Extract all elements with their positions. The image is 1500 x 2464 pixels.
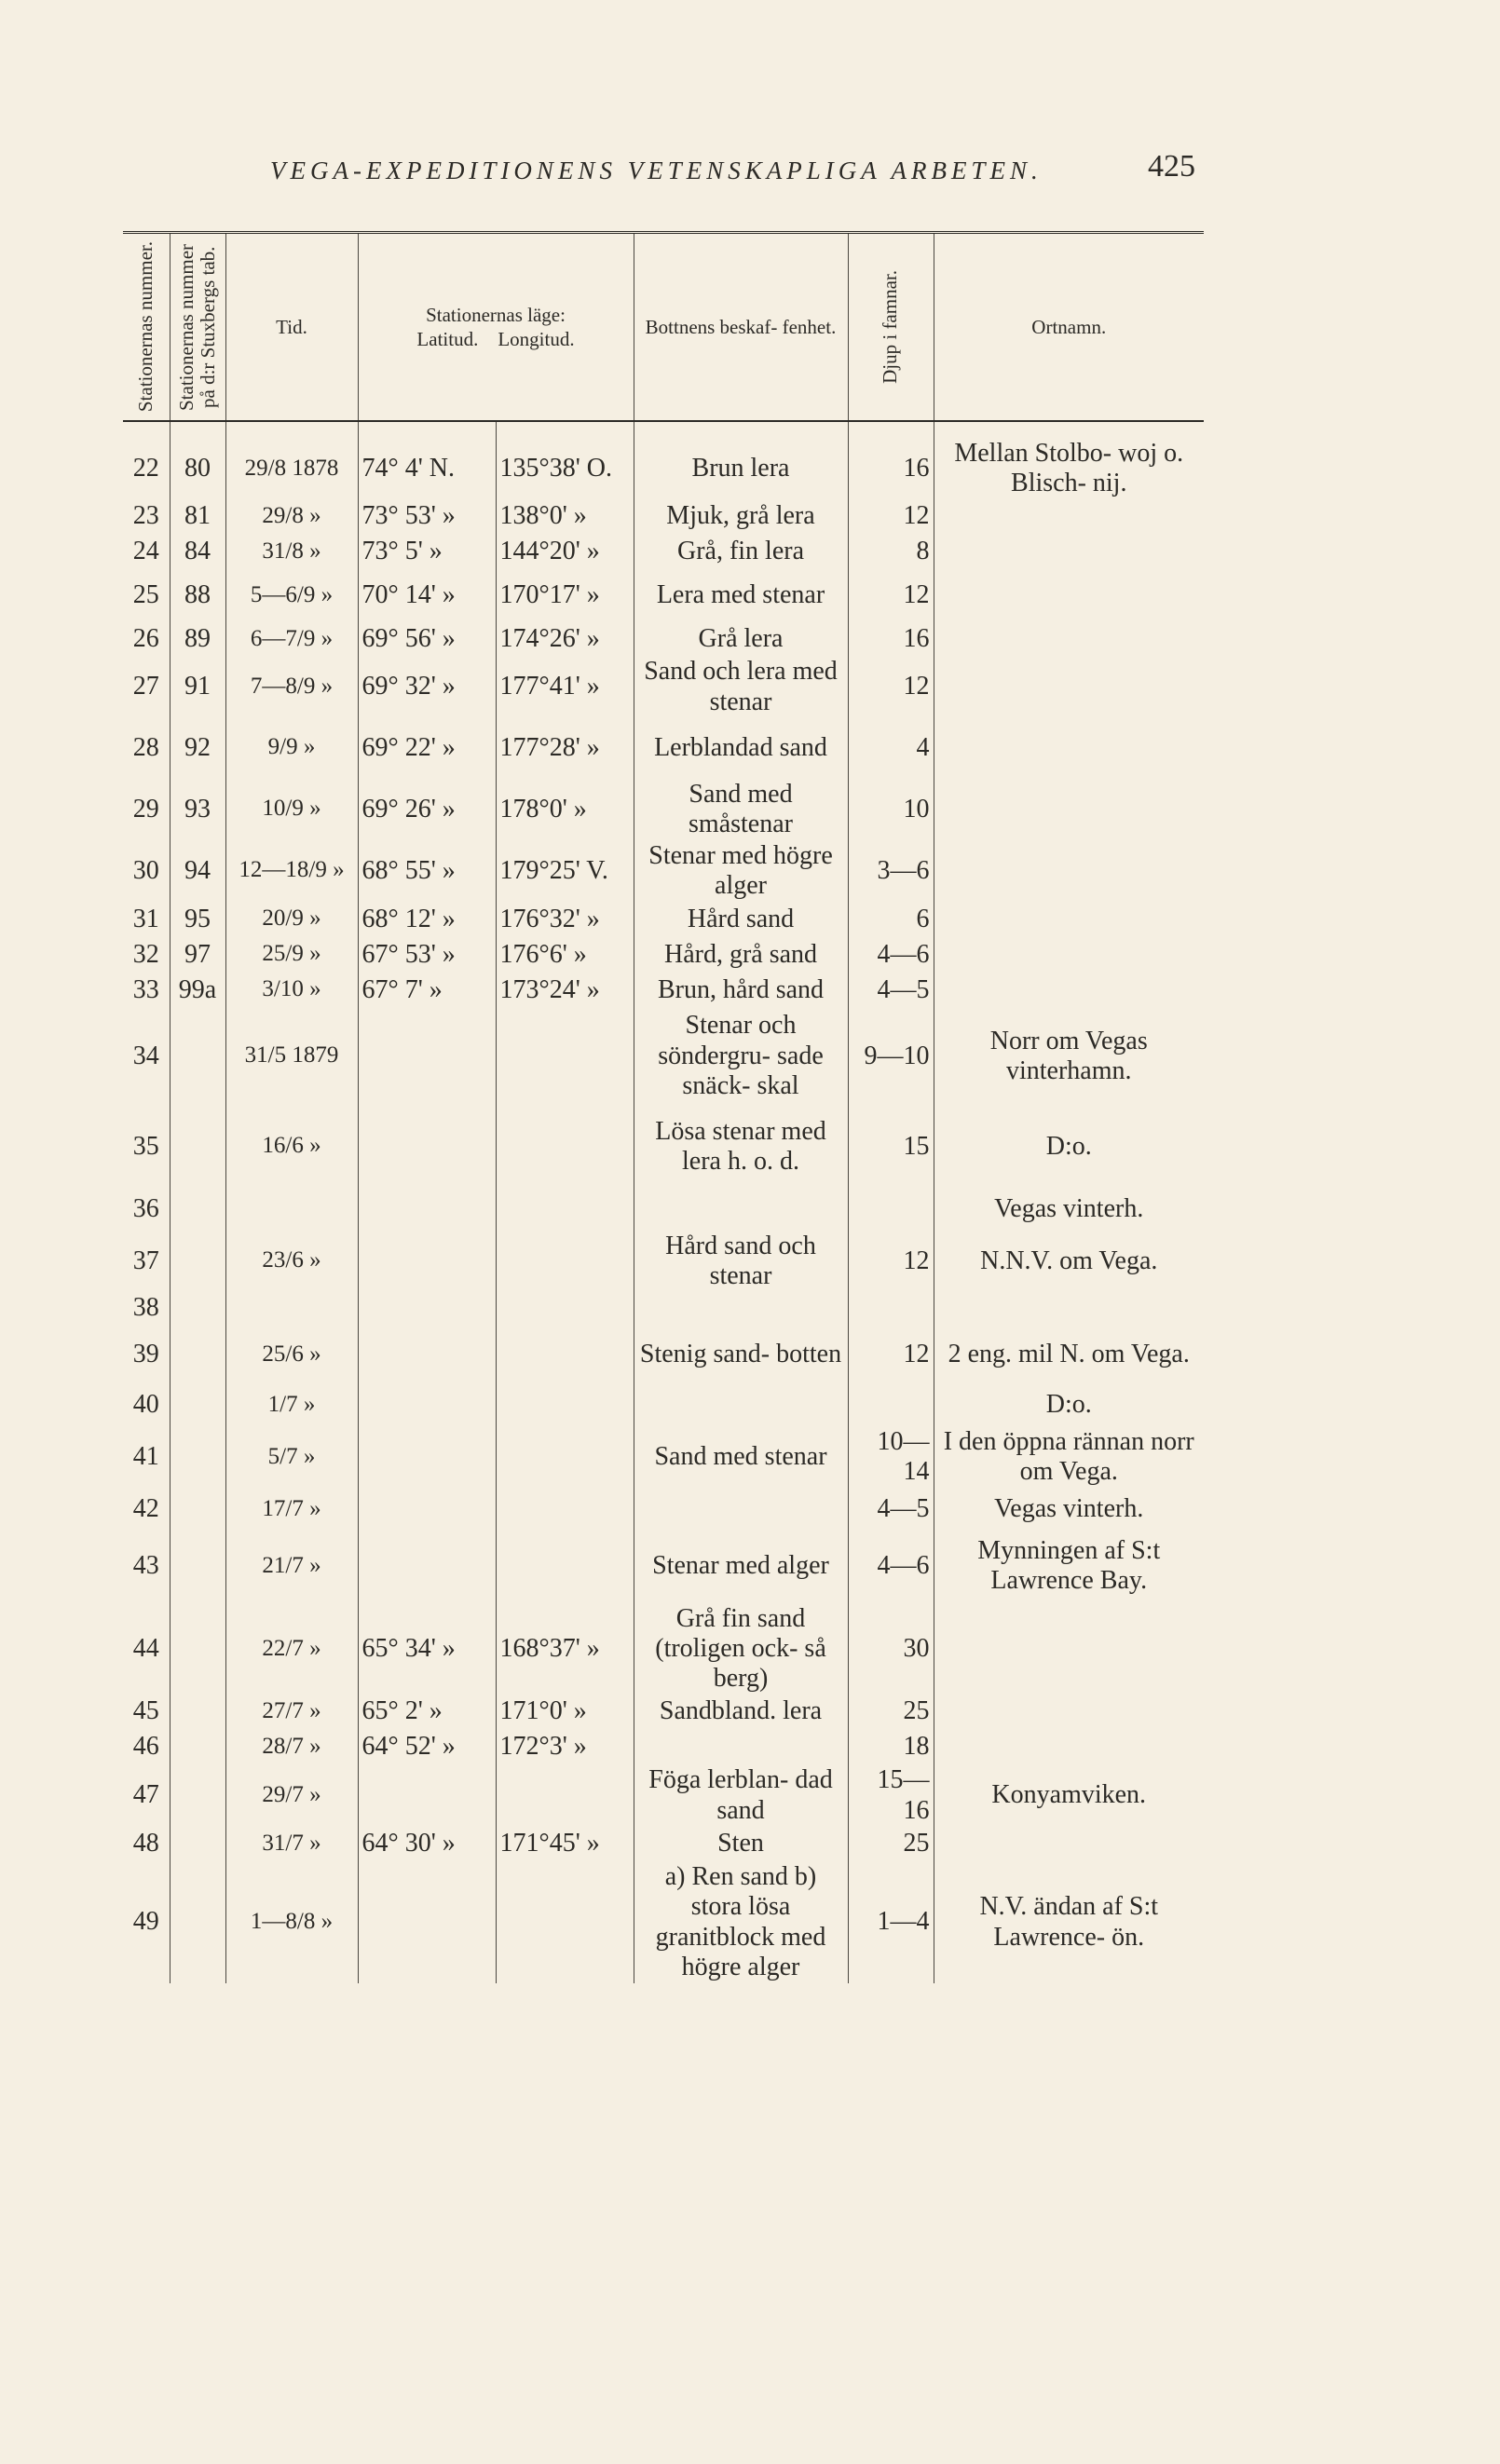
longitude-cell bbox=[496, 1765, 634, 1827]
stuxberg-nr-cell bbox=[170, 1386, 225, 1423]
time-cell: 3/10 » bbox=[225, 973, 358, 1008]
bottom-cell: Hård, grå sand bbox=[634, 937, 848, 973]
latitude-cell: 64° 52' » bbox=[358, 1730, 496, 1765]
table-row bbox=[123, 534, 1204, 569]
col-station-nr: Stationernas nummer. bbox=[123, 233, 170, 422]
station-nr-cell: 49 bbox=[132, 1907, 159, 1937]
place-cell: Norr om Vegas vinterhamn. bbox=[934, 1008, 1204, 1105]
station-nr-cell: 28 bbox=[132, 732, 159, 762]
bottom-cell: Sten bbox=[634, 1827, 848, 1862]
station-nr-cell: 32 bbox=[132, 939, 159, 969]
stuxberg-nr-cell: 97 bbox=[170, 937, 225, 973]
table-row bbox=[123, 1695, 1204, 1730]
time-cell: 17/7 » bbox=[225, 1491, 358, 1528]
bottom-cell: Sand med stenar bbox=[634, 1423, 848, 1491]
depth-cell: 10—14 bbox=[848, 1423, 934, 1491]
longitude-cell bbox=[496, 1293, 634, 1323]
table-row bbox=[123, 1827, 1204, 1862]
longitude-cell bbox=[496, 1862, 634, 1983]
depth-cell bbox=[848, 1386, 934, 1423]
depth-cell: 1—4 bbox=[848, 1862, 934, 1983]
place-cell bbox=[934, 717, 1204, 779]
station-nr-cell: 39 bbox=[132, 1339, 159, 1368]
latitude-cell bbox=[358, 1105, 496, 1189]
bottom-cell: Lera med stenar bbox=[634, 569, 848, 621]
bottom-cell: Stenar och söndergru- sade snäck- skal bbox=[634, 1008, 848, 1105]
station-nr-cell: 41 bbox=[132, 1441, 159, 1471]
longitude-cell: 173°24' » bbox=[496, 973, 634, 1008]
longitude-cell bbox=[496, 1105, 634, 1189]
place-cell: D:o. bbox=[934, 1386, 1204, 1423]
place-cell: Konyamviken. bbox=[934, 1765, 1204, 1827]
station-nr-cell: 24 bbox=[132, 537, 159, 566]
bottom-cell: a) Ren sand b) stora lösa granitblock med högre alger bbox=[634, 1862, 848, 1983]
table-row bbox=[123, 1491, 1204, 1528]
depth-cell: 12 bbox=[848, 657, 934, 716]
station-nr-cell: 40 bbox=[132, 1389, 159, 1419]
place-cell bbox=[934, 498, 1204, 534]
table-row bbox=[123, 1423, 1204, 1491]
place-cell: N.N.V. om Vega. bbox=[934, 1230, 1204, 1293]
stuxberg-nr-cell bbox=[170, 1323, 225, 1386]
table-row bbox=[123, 1293, 1204, 1323]
bottom-cell bbox=[634, 1730, 848, 1765]
longitude-cell: 171°0' » bbox=[496, 1695, 634, 1730]
time-cell: 25/9 » bbox=[225, 937, 358, 973]
station-nr-cell: 44 bbox=[132, 1634, 159, 1664]
bottom-cell bbox=[634, 1293, 848, 1323]
station-nr-cell: 25 bbox=[132, 580, 159, 610]
time-cell: 28/7 » bbox=[225, 1730, 358, 1765]
place-cell: Vegas vinterh. bbox=[934, 1189, 1204, 1230]
latitude-cell: 67° 7' » bbox=[358, 973, 496, 1008]
col-stuxberg-nr: Stationernas nummer på d:r Stuxbergs tab. bbox=[170, 233, 225, 422]
place-cell bbox=[934, 779, 1204, 840]
place-cell: D:o. bbox=[934, 1105, 1204, 1189]
station-nr-cell: 43 bbox=[132, 1550, 159, 1580]
longitude-cell: 135°38' O. bbox=[496, 421, 634, 498]
depth-cell: 4 bbox=[848, 717, 934, 779]
depth-cell: 4—5 bbox=[848, 973, 934, 1008]
depth-cell: 4—6 bbox=[848, 937, 934, 973]
latitude-cell bbox=[358, 1230, 496, 1293]
table-row bbox=[123, 421, 1204, 498]
time-cell: 9/9 » bbox=[225, 717, 358, 779]
table-row bbox=[123, 840, 1204, 902]
longitude-cell bbox=[496, 1008, 634, 1105]
longitude-cell: 177°41' » bbox=[496, 657, 634, 716]
depth-cell: 4—5 bbox=[848, 1491, 934, 1528]
station-nr-cell: 27 bbox=[132, 672, 159, 701]
time-cell: 5—6/9 » bbox=[225, 569, 358, 621]
latitude-cell: 64° 30' » bbox=[358, 1827, 496, 1862]
table-row bbox=[123, 1604, 1204, 1695]
latitude-cell: 65° 34' » bbox=[358, 1604, 496, 1695]
bottom-cell: Sand och lera med stenar bbox=[634, 657, 848, 716]
station-nr-cell: 26 bbox=[132, 624, 159, 654]
depth-cell bbox=[848, 1189, 934, 1230]
stuxberg-nr-cell bbox=[170, 1862, 225, 1983]
table-row bbox=[123, 1528, 1204, 1604]
depth-cell: 12 bbox=[848, 1323, 934, 1386]
bottom-cell: Grå lera bbox=[634, 621, 848, 657]
bottom-cell: Lerblandad sand bbox=[634, 717, 848, 779]
place-cell: Mellan Stolbo- woj o. Blisch- nij. bbox=[934, 421, 1204, 498]
depth-cell: 16 bbox=[848, 421, 934, 498]
time-cell: 25/6 » bbox=[225, 1323, 358, 1386]
table-row bbox=[123, 498, 1204, 534]
stuxberg-nr-cell: 89 bbox=[170, 621, 225, 657]
latitude-cell: 69° 26' » bbox=[358, 779, 496, 840]
stuxberg-nr-cell: 80 bbox=[170, 421, 225, 498]
time-cell: 29/8 1878 bbox=[225, 421, 358, 498]
table-row bbox=[123, 717, 1204, 779]
latitude-cell: 70° 14' » bbox=[358, 569, 496, 621]
place-cell: 2 eng. mil N. om Vega. bbox=[934, 1323, 1204, 1386]
station-nr-cell: 30 bbox=[132, 855, 159, 885]
time-cell: 5/7 » bbox=[225, 1423, 358, 1491]
col-time: Tid. bbox=[225, 233, 358, 422]
place-cell bbox=[934, 1604, 1204, 1695]
place-cell bbox=[934, 902, 1204, 937]
station-nr-cell: 35 bbox=[132, 1131, 159, 1161]
col-place: Ortnamn. bbox=[934, 233, 1204, 422]
latitude-cell: 68° 55' » bbox=[358, 840, 496, 902]
time-cell: 10/9 » bbox=[225, 779, 358, 840]
stuxberg-nr-cell bbox=[170, 1189, 225, 1230]
bottom-cell: Mjuk, grå lera bbox=[634, 498, 848, 534]
place-cell: Mynningen af S:t Lawrence Bay. bbox=[934, 1528, 1204, 1604]
place-cell bbox=[934, 657, 1204, 716]
depth-cell: 15 bbox=[848, 1105, 934, 1189]
depth-cell: 15—16 bbox=[848, 1765, 934, 1827]
station-nr-cell: 45 bbox=[132, 1696, 159, 1726]
bottom-cell: Stenar med alger bbox=[634, 1528, 848, 1604]
station-nr-cell: 38 bbox=[132, 1292, 159, 1322]
longitude-cell bbox=[496, 1189, 634, 1230]
stuxberg-nr-cell bbox=[170, 1293, 225, 1323]
latitude-cell: 74° 4' N. bbox=[358, 421, 496, 498]
bottom-cell: Hård sand bbox=[634, 902, 848, 937]
bottom-cell bbox=[634, 1491, 848, 1528]
bottom-cell bbox=[634, 1189, 848, 1230]
time-cell: 1—8/8 » bbox=[225, 1862, 358, 1983]
latitude-cell bbox=[358, 1765, 496, 1827]
time-cell: 12—18/9 » bbox=[225, 840, 358, 902]
longitude-cell: 170°17' » bbox=[496, 569, 634, 621]
longitude-cell: 179°25' V. bbox=[496, 840, 634, 902]
longitude-cell bbox=[496, 1528, 634, 1604]
stuxberg-nr-cell: 92 bbox=[170, 717, 225, 779]
time-cell: 27/7 » bbox=[225, 1695, 358, 1730]
table-row bbox=[123, 621, 1204, 657]
stuxberg-nr-cell bbox=[170, 1008, 225, 1105]
time-cell: 1/7 » bbox=[225, 1386, 358, 1423]
col-depth: Djup i famnar. bbox=[848, 233, 934, 422]
latitude-cell bbox=[358, 1008, 496, 1105]
bottom-cell bbox=[634, 1386, 848, 1423]
place-cell bbox=[934, 569, 1204, 621]
depth-cell: 10 bbox=[848, 779, 934, 840]
depth-cell: 30 bbox=[848, 1604, 934, 1695]
latitude-cell bbox=[358, 1423, 496, 1491]
time-cell: 21/7 » bbox=[225, 1528, 358, 1604]
time-cell: 22/7 » bbox=[225, 1604, 358, 1695]
latitude-cell bbox=[358, 1293, 496, 1323]
table-row bbox=[123, 973, 1204, 1008]
depth-cell: 16 bbox=[848, 621, 934, 657]
depth-cell: 12 bbox=[848, 569, 934, 621]
place-cell bbox=[934, 1730, 1204, 1765]
station-nr-cell: 37 bbox=[132, 1246, 159, 1275]
station-nr-cell: 29 bbox=[132, 794, 159, 824]
stuxberg-nr-cell: 91 bbox=[170, 657, 225, 716]
place-cell bbox=[934, 621, 1204, 657]
bottom-cell: Hård sand och stenar bbox=[634, 1230, 848, 1293]
stuxberg-nr-cell bbox=[170, 1528, 225, 1604]
station-nr-cell: 34 bbox=[132, 1041, 159, 1070]
stuxberg-nr-cell bbox=[170, 1423, 225, 1491]
page-number: 425 bbox=[1148, 149, 1195, 184]
time-cell bbox=[225, 1293, 358, 1323]
latitude-cell bbox=[358, 1528, 496, 1604]
time-cell: 29/8 » bbox=[225, 498, 358, 534]
bottom-cell: Lösa stenar med lera h. o. d. bbox=[634, 1105, 848, 1189]
station-nr-cell: 31 bbox=[132, 904, 159, 933]
longitude-cell: 176°6' » bbox=[496, 937, 634, 973]
longitude-cell bbox=[496, 1230, 634, 1293]
stuxberg-nr-cell bbox=[170, 1491, 225, 1528]
stuxberg-nr-cell: 99a bbox=[170, 973, 225, 1008]
time-cell bbox=[225, 1189, 358, 1230]
table-row bbox=[123, 779, 1204, 840]
table-row bbox=[123, 1008, 1204, 1105]
table-row bbox=[123, 1230, 1204, 1293]
station-table bbox=[123, 231, 1204, 2150]
bottom-cell: Grå, fin lera bbox=[634, 534, 848, 569]
time-cell: 20/9 » bbox=[225, 902, 358, 937]
longitude-cell: 144°20' » bbox=[496, 534, 634, 569]
bottom-cell: Grå fin sand (troligen ock- så berg) bbox=[634, 1604, 848, 1695]
col-position: Stationernas läge: Latitud. Longitud. bbox=[358, 233, 634, 422]
depth-cell: 25 bbox=[848, 1695, 934, 1730]
station-nr-cell: 46 bbox=[132, 1732, 159, 1762]
longitude-cell: 168°37' » bbox=[496, 1604, 634, 1695]
bottom-cell: Brun lera bbox=[634, 421, 848, 498]
bottom-cell: Sand med småstenar bbox=[634, 779, 848, 840]
station-nr-cell: 23 bbox=[132, 501, 159, 531]
depth-cell: 18 bbox=[848, 1730, 934, 1765]
running-title: VEGA-EXPEDITIONENS VETENSKAPLIGA ARBETEN. bbox=[270, 157, 1043, 184]
latitude-cell: 67° 53' » bbox=[358, 937, 496, 973]
longitude-cell bbox=[496, 1491, 634, 1528]
longitude-cell: 174°26' » bbox=[496, 621, 634, 657]
depth-cell: 12 bbox=[848, 1230, 934, 1293]
stuxberg-nr-cell: 95 bbox=[170, 902, 225, 937]
depth-cell bbox=[848, 1293, 934, 1323]
table-row bbox=[123, 569, 1204, 621]
latitude-cell: 69° 32' » bbox=[358, 657, 496, 716]
table-row bbox=[123, 1189, 1204, 1230]
stuxberg-nr-cell bbox=[170, 1695, 225, 1730]
station-nr-cell: 42 bbox=[132, 1493, 159, 1523]
depth-cell: 8 bbox=[848, 534, 934, 569]
table-row bbox=[123, 902, 1204, 937]
latitude-cell: 65° 2' » bbox=[358, 1695, 496, 1730]
place-cell bbox=[934, 1827, 1204, 1862]
stuxberg-nr-cell bbox=[170, 1105, 225, 1189]
header-row bbox=[123, 233, 1204, 422]
latitude-cell bbox=[358, 1323, 496, 1386]
place-cell: N.V. ändan af S:t Lawrence- ön. bbox=[934, 1862, 1204, 1983]
bottom-cell: Stenar med högre alger bbox=[634, 840, 848, 902]
latitude-cell: 69° 56' » bbox=[358, 621, 496, 657]
place-cell bbox=[934, 973, 1204, 1008]
depth-cell: 25 bbox=[848, 1827, 934, 1862]
time-cell: 31/7 » bbox=[225, 1827, 358, 1862]
depth-cell: 6 bbox=[848, 902, 934, 937]
longitude-cell bbox=[496, 1323, 634, 1386]
time-cell: 31/8 » bbox=[225, 534, 358, 569]
place-cell: Vegas vinterh. bbox=[934, 1491, 1204, 1528]
latitude-cell bbox=[358, 1189, 496, 1230]
longitude-cell: 176°32' » bbox=[496, 902, 634, 937]
longitude-cell: 138°0' » bbox=[496, 498, 634, 534]
table-row bbox=[123, 657, 1204, 716]
table-row bbox=[123, 1386, 1204, 1423]
bottom-cell: Brun, hård sand bbox=[634, 973, 848, 1008]
stuxberg-nr-cell bbox=[170, 1765, 225, 1827]
stuxberg-nr-cell: 93 bbox=[170, 779, 225, 840]
latitude-cell: 69° 22' » bbox=[358, 717, 496, 779]
longitude-cell: 171°45' » bbox=[496, 1827, 634, 1862]
stuxberg-nr-cell: 84 bbox=[170, 534, 225, 569]
latitude-cell bbox=[358, 1491, 496, 1528]
station-nr-cell: 36 bbox=[132, 1193, 159, 1223]
table-row bbox=[123, 937, 1204, 973]
table-row bbox=[123, 1862, 1204, 1983]
bottom-cell: Sandbland. lera bbox=[634, 1695, 848, 1730]
place-cell bbox=[934, 937, 1204, 973]
stuxberg-nr-cell bbox=[170, 1604, 225, 1695]
place-cell bbox=[934, 840, 1204, 902]
latitude-cell: 73° 53' » bbox=[358, 498, 496, 534]
place-cell bbox=[934, 1293, 1204, 1323]
stuxberg-nr-cell bbox=[170, 1827, 225, 1862]
depth-cell: 12 bbox=[848, 498, 934, 534]
table-row bbox=[123, 1730, 1204, 1765]
place-cell bbox=[934, 1695, 1204, 1730]
depth-cell: 9—10 bbox=[848, 1008, 934, 1105]
station-nr-cell: 48 bbox=[132, 1829, 159, 1858]
bottom-cell: Föga lerblan- dad sand bbox=[634, 1765, 848, 1827]
depth-cell: 4—6 bbox=[848, 1528, 934, 1604]
col-bottom: Bottnens beskaf- fenhet. bbox=[634, 233, 848, 422]
station-nr-cell: 33 bbox=[132, 974, 159, 1004]
latitude-cell: 68° 12' » bbox=[358, 902, 496, 937]
time-cell: 7—8/9 » bbox=[225, 657, 358, 716]
time-cell: 29/7 » bbox=[225, 1765, 358, 1827]
station-data-table bbox=[123, 231, 1204, 1983]
stuxberg-nr-cell: 88 bbox=[170, 569, 225, 621]
table-row bbox=[123, 1105, 1204, 1189]
latitude-cell: 73° 5' » bbox=[358, 534, 496, 569]
longitude-cell: 178°0' » bbox=[496, 779, 634, 840]
longitude-cell: 177°28' » bbox=[496, 717, 634, 779]
table-row bbox=[123, 1323, 1204, 1386]
time-cell: 31/5 1879 bbox=[225, 1008, 358, 1105]
longitude-cell bbox=[496, 1386, 634, 1423]
time-cell: 16/6 » bbox=[225, 1105, 358, 1189]
station-nr-cell: 47 bbox=[132, 1780, 159, 1810]
stuxberg-nr-cell bbox=[170, 1230, 225, 1293]
stuxberg-nr-cell bbox=[170, 1730, 225, 1765]
stuxberg-nr-cell: 94 bbox=[170, 840, 225, 902]
station-nr-cell: 22 bbox=[132, 454, 159, 483]
bottom-cell: Stenig sand- botten bbox=[634, 1323, 848, 1386]
latitude-cell bbox=[358, 1386, 496, 1423]
place-cell: I den öppna rännan norr om Vega. bbox=[934, 1423, 1204, 1491]
time-cell: 6—7/9 » bbox=[225, 621, 358, 657]
latitude-cell bbox=[358, 1862, 496, 1983]
table-row bbox=[123, 1765, 1204, 1827]
place-cell bbox=[934, 534, 1204, 569]
stuxberg-nr-cell: 81 bbox=[170, 498, 225, 534]
depth-cell: 3—6 bbox=[848, 840, 934, 902]
time-cell: 23/6 » bbox=[225, 1230, 358, 1293]
longitude-cell bbox=[496, 1423, 634, 1491]
longitude-cell: 172°3' » bbox=[496, 1730, 634, 1765]
